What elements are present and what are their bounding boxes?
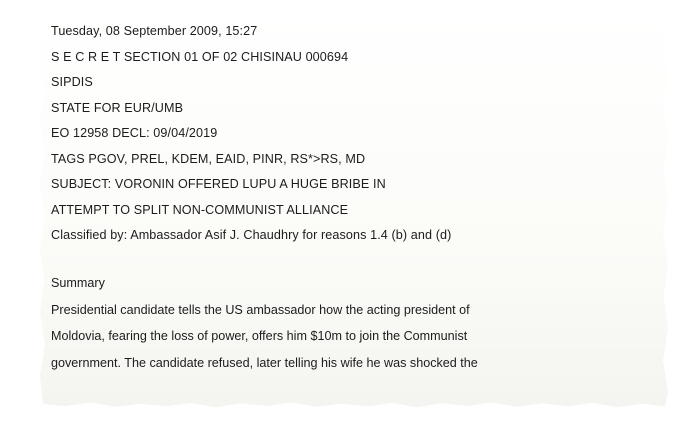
cable-eo-declassification: EO 12958 DECL: 09/04/2019 bbox=[51, 126, 218, 140]
summary-heading: Summary bbox=[51, 276, 105, 290]
cable-subject-line-1: SUBJECT: VORONIN OFFERED LUPU A HUGE BRIBE IN bbox=[51, 177, 386, 191]
summary-line: government. The candidate refused, later telling his wife he was shocked the bbox=[51, 355, 478, 370]
cable-document bbox=[51, 24, 611, 382]
cable-subject-line-2: ATTEMPT TO SPLIT NON-COMMUNIST ALLIANCE bbox=[51, 202, 349, 217]
cable-tags: TAGS PGOV, PREL, KDEM, EAID, PINR, RS*>RS, MD bbox=[51, 151, 366, 166]
summary-line: Moldovia, fearing the loss of power, offers him $10m to join the Communist bbox=[51, 329, 468, 344]
cable-section: S E C R E T SECTION 01 OF 02 CHISINAU 000694 bbox=[51, 49, 349, 64]
cable-sipdis: SIPDIS bbox=[51, 75, 93, 89]
summary-line: Presidential candidate tells the US ambassador how the acting president of bbox=[51, 302, 470, 317]
cable-recipient: STATE FOR EUR/UMB bbox=[51, 100, 184, 115]
cable-classified-by: Classified by: Ambassador Asif J. Chaudhry for reasons 1.4 (b) and (d) bbox=[51, 228, 452, 242]
cable-date: Tuesday, 08 September 2009, 15:27 bbox=[51, 24, 258, 38]
